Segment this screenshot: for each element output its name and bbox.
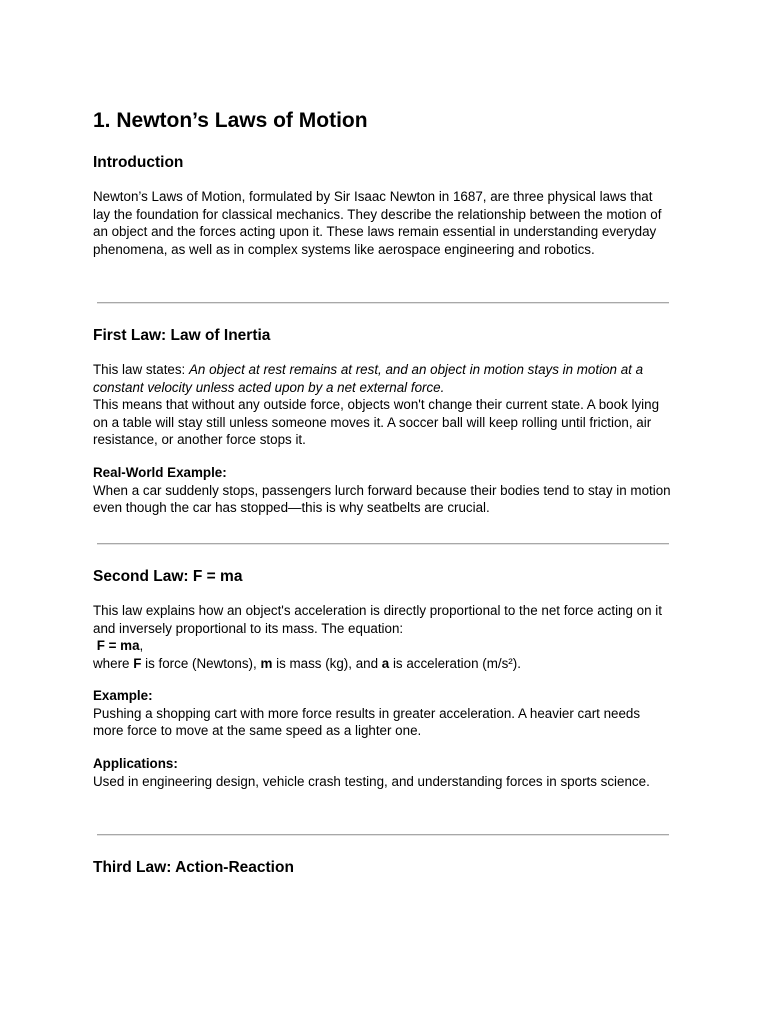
variable-m: m: [260, 655, 273, 671]
second-law-equation-suffix: ,: [139, 638, 144, 654]
first-law-example: [93, 464, 671, 517]
first-law-explanation: This means that without any outside force, objects won't change their current state. A book lying on a table will stay still unless someone moves it. A soccer ball will keep rolling until friction, air resistance, or another force stops it.: [93, 397, 660, 448]
first-law-heading: First Law: Law of Inertia: [93, 327, 271, 344]
second-law-paragraph: [93, 602, 671, 672]
first-law-statement: An object at rest remains at rest, and an object in motion stays in motion at a constant velocity unless acted upon by a net external force.: [93, 362, 644, 395]
second-law-equation-line: [93, 637, 671, 655]
second-law-equation: F = ma: [96, 638, 140, 654]
first-law-paragraph: [93, 361, 671, 449]
variable-a: a: [381, 655, 390, 671]
first-law-statement-prefix: This law states:: [93, 362, 189, 377]
where-text: is force (Newtons),: [141, 655, 261, 671]
second-law-applications-text: Used in engineering design, vehicle crash testing, and understanding forces in sports science.: [93, 773, 650, 789]
third-law-heading: Third Law: Action-Reaction: [93, 859, 294, 876]
section-divider: [97, 302, 669, 304]
page-title: 1. Newton’s Laws of Motion: [93, 109, 368, 132]
variable-f: F: [133, 655, 142, 671]
first-law-example-label: Real-World Example:: [93, 465, 227, 480]
introduction-paragraph: Newton’s Laws of Motion, formulated by Sir Isaac Newton in 1687, are three physical laws that lay the foundation for classical mechanics. They describe the relationship between the motion of an object and the forces acting upon it. These laws remain essential in understanding everyday phenomena, as well as in complex systems like aerospace engineering and robotics.: [93, 189, 662, 257]
section-divider: [97, 543, 669, 545]
second-law-intro: This law explains how an object's acceleration is directly proportional to the net force acting on it and inversely proportional to its mass. The equation:: [93, 603, 662, 636]
second-law-example: [93, 687, 671, 740]
second-law-example-text: Pushing a shopping cart with more force results in greater acceleration. A heavier cart needs more force to move at the same speed as a lighter one.: [93, 705, 641, 739]
where-text: where: [93, 655, 134, 671]
first-law-example-text: When a car suddenly stops, passengers lurch forward because their bodies tend to stay in motion even though the car has stopped—this is why seatbelts are crucial.: [93, 482, 671, 516]
section-divider: [97, 834, 669, 836]
where-text: is acceleration (m/s²).: [389, 655, 521, 671]
second-law-applications-label: Applications:: [93, 756, 178, 771]
where-text: is mass (kg), and: [272, 655, 382, 671]
second-law-heading: Second Law: F = ma: [93, 568, 243, 585]
second-law-where-line: [93, 655, 671, 673]
second-law-applications: [93, 755, 671, 790]
second-law-example-label: Example:: [93, 688, 153, 703]
introduction-heading: Introduction: [93, 154, 184, 171]
